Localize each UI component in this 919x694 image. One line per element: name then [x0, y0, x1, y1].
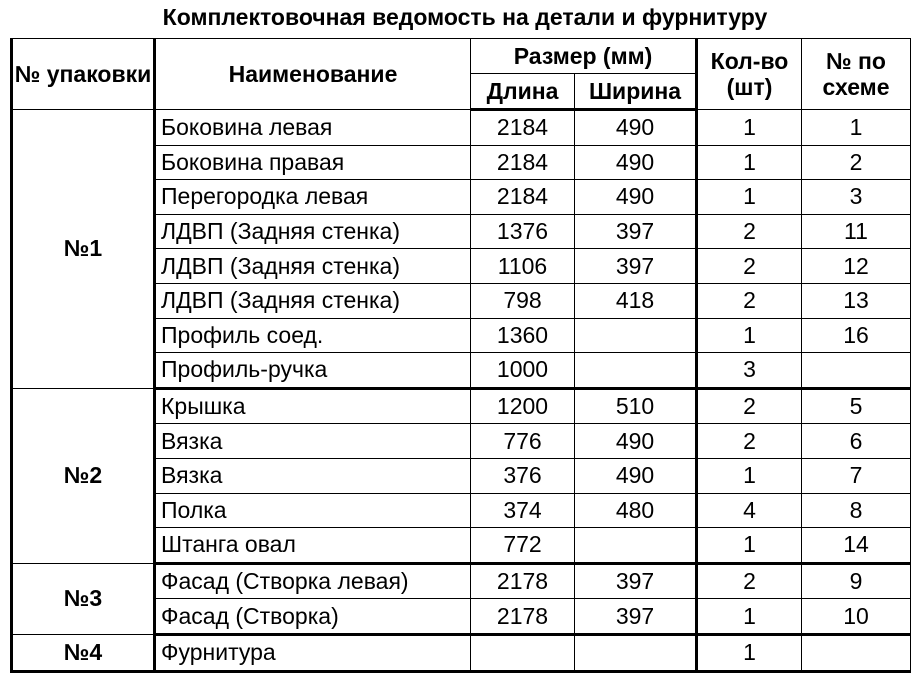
header-scheme-no: № по схеме [802, 39, 911, 110]
length-cell: 772 [471, 528, 575, 564]
scheme-cell: 8 [802, 493, 911, 528]
width-cell: 490 [575, 145, 697, 180]
qty-cell: 1 [697, 180, 802, 215]
header-name: Наименование [155, 39, 471, 110]
scheme-cell: 6 [802, 424, 911, 459]
length-cell: 1360 [471, 318, 575, 353]
qty-cell: 2 [697, 283, 802, 318]
name-cell: Боковина левая [155, 110, 471, 146]
qty-cell: 3 [697, 353, 802, 389]
scheme-cell: 5 [802, 388, 911, 424]
header-width: Ширина [575, 74, 697, 110]
qty-cell: 2 [697, 563, 802, 599]
width-cell [575, 318, 697, 353]
scheme-cell: 14 [802, 528, 911, 564]
width-cell: 397 [575, 214, 697, 249]
package-cell: №2 [12, 388, 155, 563]
header-package-no: № упаковки [12, 39, 155, 110]
qty-cell: 2 [697, 424, 802, 459]
scheme-cell: 10 [802, 599, 911, 635]
width-cell [575, 528, 697, 564]
qty-cell: 1 [697, 634, 802, 671]
qty-cell: 1 [697, 528, 802, 564]
name-cell: Фурнитура [155, 634, 471, 671]
length-cell: 2184 [471, 180, 575, 215]
header-row [12, 39, 911, 74]
scheme-cell: 9 [802, 563, 911, 599]
width-cell: 490 [575, 110, 697, 146]
name-cell: Крышка [155, 388, 471, 424]
scheme-cell [802, 634, 911, 671]
name-cell: Фасад (Створка) [155, 599, 471, 635]
header-qty: Кол-во (шт) [697, 39, 802, 110]
qty-cell: 1 [697, 458, 802, 493]
name-cell: Вязка [155, 458, 471, 493]
length-cell: 1106 [471, 249, 575, 284]
header-length: Длина [471, 74, 575, 110]
scheme-cell: 2 [802, 145, 911, 180]
width-cell: 510 [575, 388, 697, 424]
table-row [12, 110, 911, 146]
document-title: Комплектовочная ведомость на детали и фурнитуру [162, 4, 768, 30]
table-row [12, 388, 911, 424]
scheme-cell: 12 [802, 249, 911, 284]
width-cell: 490 [575, 180, 697, 215]
qty-cell: 1 [697, 318, 802, 353]
qty-cell: 1 [697, 599, 802, 635]
name-cell: ЛДВП (Задняя стенка) [155, 214, 471, 249]
length-cell: 2178 [471, 563, 575, 599]
scheme-cell [802, 353, 911, 389]
parts-table [10, 38, 911, 673]
width-cell: 490 [575, 424, 697, 459]
package-cell: №1 [12, 110, 155, 389]
package-cell: №4 [12, 634, 155, 671]
qty-cell: 4 [697, 493, 802, 528]
width-cell: 490 [575, 458, 697, 493]
length-cell: 798 [471, 283, 575, 318]
name-cell: Штанга овал [155, 528, 471, 564]
length-cell: 374 [471, 493, 575, 528]
width-cell: 397 [575, 563, 697, 599]
qty-cell: 2 [697, 214, 802, 249]
name-cell: Профиль соед. [155, 318, 471, 353]
package-cell: №3 [12, 563, 155, 634]
scheme-cell: 13 [802, 283, 911, 318]
length-cell: 776 [471, 424, 575, 459]
length-cell: 1376 [471, 214, 575, 249]
scheme-cell: 7 [802, 458, 911, 493]
scheme-cell: 3 [802, 180, 911, 215]
name-cell: Перегородка левая [155, 180, 471, 215]
length-cell: 2184 [471, 145, 575, 180]
name-cell: ЛДВП (Задняя стенка) [155, 283, 471, 318]
qty-cell: 2 [697, 388, 802, 424]
name-cell: Профиль-ручка [155, 353, 471, 389]
width-cell: 418 [575, 283, 697, 318]
length-cell: 1200 [471, 388, 575, 424]
length-cell: 2178 [471, 599, 575, 635]
width-cell: 397 [575, 249, 697, 284]
width-cell: 397 [575, 599, 697, 635]
scheme-cell: 11 [802, 214, 911, 249]
name-cell: Вязка [155, 424, 471, 459]
qty-cell: 2 [697, 249, 802, 284]
width-cell [575, 634, 697, 671]
table-row [12, 563, 911, 599]
qty-cell: 1 [697, 145, 802, 180]
name-cell: Фасад (Створка левая) [155, 563, 471, 599]
length-cell: 376 [471, 458, 575, 493]
qty-cell: 1 [697, 110, 802, 146]
table-row [12, 634, 911, 671]
parts-table-body [12, 39, 911, 672]
length-cell: 1000 [471, 353, 575, 389]
header-size: Размер (мм) [471, 39, 697, 74]
name-cell: Полка [155, 493, 471, 528]
scheme-cell: 1 [802, 110, 911, 146]
name-cell: Боковина правая [155, 145, 471, 180]
name-cell: ЛДВП (Задняя стенка) [155, 249, 471, 284]
width-cell [575, 353, 697, 389]
scheme-cell: 16 [802, 318, 911, 353]
length-cell: 2184 [471, 110, 575, 146]
length-cell [471, 634, 575, 671]
width-cell: 480 [575, 493, 697, 528]
